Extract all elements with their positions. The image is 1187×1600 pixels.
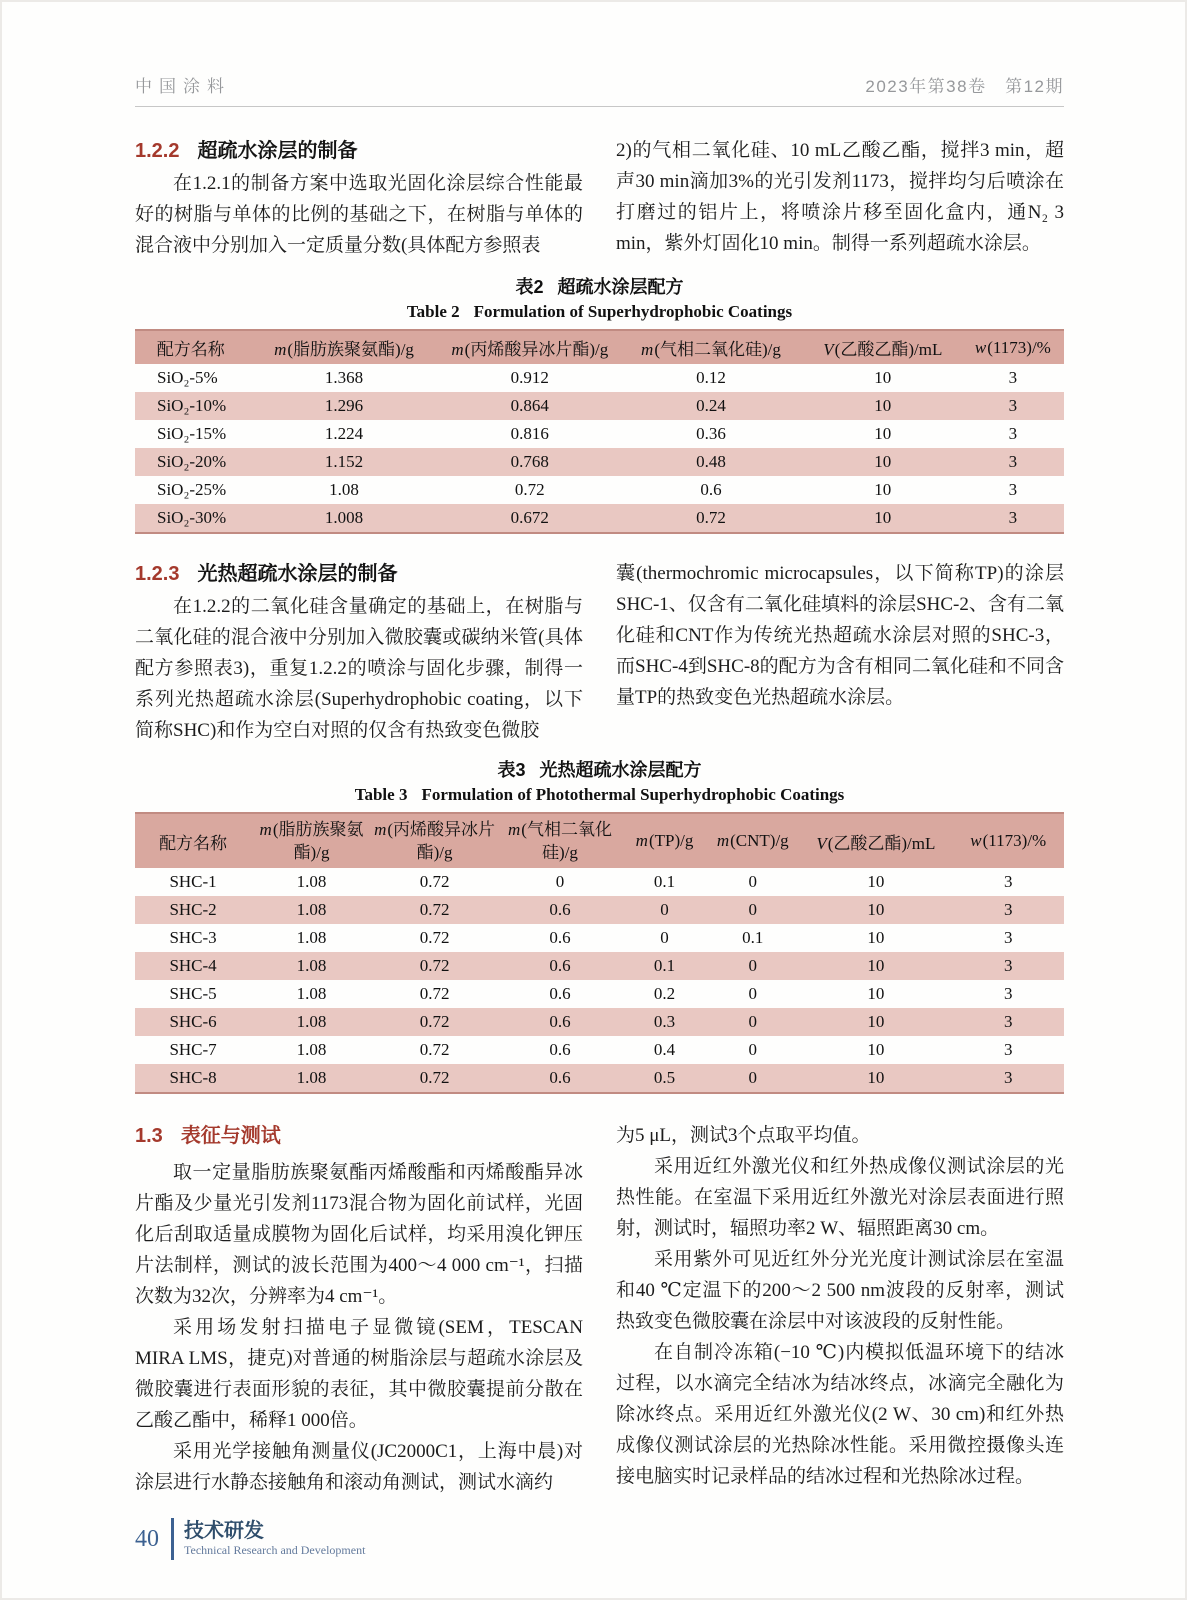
value-cell: 0.912 xyxy=(510,368,549,387)
table-row xyxy=(135,980,1064,1008)
value-cell: 10 xyxy=(874,480,892,499)
table-row xyxy=(135,868,1064,896)
paragraph-group xyxy=(616,135,1064,259)
body-paragraph: 在1.2.2的二氧化硅含量确定的基础上，在树脂与二氧化硅的混合液中分别加入微胶囊或碳纳米管(具体配方参照表3)，重复1.2.2的喷涂与固化步骤，制得一系列光热超疏水涂层(Superhydrophobic coating，以下简称SHC)和作为空白对照的仅含有热致变色微胶 xyxy=(135,596,583,741)
value-cell: 0.6 xyxy=(549,984,571,1003)
column-header: m(TP)/g xyxy=(623,813,707,868)
value-cell: 10 xyxy=(867,1040,885,1059)
paragraph-group xyxy=(616,1120,1064,1492)
value-cell: 3 xyxy=(1008,368,1018,387)
value-cell: 1.08 xyxy=(296,956,327,975)
column-header: m(脂肪族聚氨酯)/g xyxy=(251,813,372,868)
value-cell: 0.6 xyxy=(549,900,571,919)
section-heading xyxy=(135,558,583,591)
paragraph-group xyxy=(616,558,1064,713)
table-row xyxy=(135,504,1064,533)
table2-label-en: Table 2 xyxy=(406,302,460,321)
value-cell: 0.6 xyxy=(549,1040,571,1059)
table3 xyxy=(135,812,1064,1094)
value-cell: 0 xyxy=(748,1068,757,1087)
value-cell: 0.48 xyxy=(696,452,726,471)
table2-title-en xyxy=(135,300,1064,323)
value-cell: 10 xyxy=(867,984,885,1003)
value-cell: 10 xyxy=(874,508,892,527)
value-cell: 0.672 xyxy=(510,508,549,527)
value-cell: 1.152 xyxy=(324,452,364,471)
formulation-name: SiO₂-15% xyxy=(157,424,227,443)
value-cell: 0.72 xyxy=(419,900,450,919)
table2-title-cn xyxy=(135,275,1064,300)
value-cell: 0 xyxy=(660,928,669,947)
value-cell: 3 xyxy=(1008,508,1018,527)
column-header: w(1173)/% xyxy=(962,330,1064,364)
value-cell: 1.008 xyxy=(324,508,364,527)
value-cell: 1.08 xyxy=(296,984,327,1003)
paragraph-group xyxy=(135,591,583,746)
value-cell: 10 xyxy=(867,1012,885,1031)
table3-header-row xyxy=(135,813,1064,868)
value-cell: 1.296 xyxy=(324,396,364,415)
value-cell: 0.72 xyxy=(419,872,450,891)
page-content xyxy=(135,135,1064,1498)
formulation-name: SHC-4 xyxy=(169,956,217,975)
table3-title-en xyxy=(135,783,1064,806)
value-cell: 1.368 xyxy=(324,368,364,387)
formulation-name: SHC-3 xyxy=(169,928,217,947)
table-row xyxy=(135,392,1064,420)
footer-divider-bar xyxy=(171,1518,174,1560)
table3-title-cn xyxy=(135,758,1064,783)
table3-label-cn: 表3 xyxy=(497,760,526,780)
column-header: 配方名称 xyxy=(135,813,251,868)
footer-section-cn: 技术研发 xyxy=(184,1520,264,1542)
value-cell: 0.6 xyxy=(549,928,571,947)
value-cell: 0.72 xyxy=(514,480,545,499)
table2-header-row xyxy=(135,330,1064,364)
value-cell: 0.4 xyxy=(653,1040,676,1059)
footer-section xyxy=(184,1520,365,1558)
value-cell: 0 xyxy=(748,956,757,975)
table2 xyxy=(135,329,1064,534)
column-right xyxy=(616,1120,1064,1498)
section-1-2-3 xyxy=(135,558,1064,746)
value-cell: 0.6 xyxy=(549,956,571,975)
value-cell: 0 xyxy=(555,872,565,891)
value-cell: 0.6 xyxy=(549,1068,571,1087)
body-paragraph: 采用光学接触角测量仪(JC2000C1，上海中晨)对涂层进行水静态接触角和滚动角测试，测试水滴约 xyxy=(135,1441,583,1493)
value-cell: 0 xyxy=(660,900,669,919)
value-cell: 3 xyxy=(1008,480,1018,499)
column-left xyxy=(135,558,583,746)
value-cell: 1.08 xyxy=(296,1040,327,1059)
column-header: m(气相二氧化硅)/g xyxy=(497,813,622,868)
value-cell: 0.12 xyxy=(696,368,726,387)
column-header: m(丙烯酸异冰片酯)/g xyxy=(442,330,619,364)
table-row xyxy=(135,1064,1064,1093)
table3-block xyxy=(135,758,1064,1094)
table-row xyxy=(135,364,1064,392)
value-cell: 1.08 xyxy=(296,928,327,947)
section-heading xyxy=(135,1120,583,1153)
page-footer xyxy=(135,1518,1185,1560)
table2-caption-cn: 超疏水涂层配方 xyxy=(557,277,684,297)
value-cell: 0.3 xyxy=(653,1012,676,1031)
table-row xyxy=(135,952,1064,980)
value-cell: 0 xyxy=(748,1040,757,1059)
section-heading xyxy=(135,135,583,168)
value-cell: 3 xyxy=(1003,872,1013,891)
section-1-2-2 xyxy=(135,135,1064,261)
value-cell: 10 xyxy=(867,872,885,891)
journal-title: 中国涂料 xyxy=(135,77,231,96)
table2-label-cn: 表2 xyxy=(515,277,544,297)
value-cell: 0.1 xyxy=(742,928,764,947)
column-header: m(CNT)/g xyxy=(706,813,799,868)
section-title: 超疏水涂层的制备 xyxy=(197,140,358,162)
column-header: V(乙酸乙酯)/mL xyxy=(799,813,952,868)
table-row xyxy=(135,420,1064,448)
value-cell: 0.72 xyxy=(419,984,450,1003)
value-cell: 0.72 xyxy=(419,1040,450,1059)
section-title: 光热超疏水涂层的制备 xyxy=(197,563,398,585)
formulation-name: SHC-2 xyxy=(169,900,217,919)
column-right xyxy=(616,135,1064,261)
body-paragraph: 采用紫外可见近红外分光光度计测试涂层在室温和40 ℃定温下的200～2 500 nm波段的反射率，测试热致变色微胶囊在涂层中对该波段的反射性能。 xyxy=(616,1249,1064,1332)
value-cell: 10 xyxy=(874,452,892,471)
value-cell: 0.768 xyxy=(510,452,549,471)
section-number: 1.2.2 xyxy=(135,140,180,162)
formulation-name: SiO₂-5% xyxy=(157,368,218,387)
section-title: 表征与测试 xyxy=(180,1125,281,1147)
formulation-name: SHC-7 xyxy=(169,1040,217,1059)
value-cell: 1.08 xyxy=(296,872,327,891)
value-cell: 3 xyxy=(1008,452,1018,471)
column-left xyxy=(135,135,583,261)
value-cell: 3 xyxy=(1003,956,1013,975)
table-row xyxy=(135,924,1064,952)
value-cell: 0 xyxy=(748,872,757,891)
value-cell: 3 xyxy=(1008,396,1018,415)
value-cell: 0.6 xyxy=(700,480,722,499)
value-cell: 10 xyxy=(867,928,885,947)
formulation-name: SHC-5 xyxy=(169,984,217,1003)
value-cell: 10 xyxy=(867,900,885,919)
formulation-name: SiO₂-20% xyxy=(157,452,227,471)
column-left xyxy=(135,1120,583,1498)
value-cell: 1.08 xyxy=(296,1068,327,1087)
value-cell: 0.5 xyxy=(653,1068,676,1087)
body-paragraph: 采用场发射扫描电子显微镜(SEM，TESCAN MIRA LMS，捷克)对普通的树脂涂层与超疏水涂层及微胶囊进行表面形貌的表征，其中微胶囊提前分散在乙酸乙酯中，稀释1 000倍。 xyxy=(135,1317,583,1431)
body-paragraph: 取一定量脂肪族聚氨酯丙烯酸酯和丙烯酸酯异冰片酯及少量光引发剂1173混合物为固化前试样，光固化后刮取适量成膜物为固化后试样，均采用溴化钾压片法制样，测试的波长范围为400～4 000 cm⁻¹，扫描次数为32次，分辨率为4 cm⁻¹。 xyxy=(135,1162,583,1307)
value-cell: 0.72 xyxy=(419,1068,450,1087)
value-cell: 3 xyxy=(1003,1040,1013,1059)
value-cell: 3 xyxy=(1003,1068,1013,1087)
body-paragraph: 为5 μL，测试3个点取平均值。 xyxy=(616,1125,871,1146)
table-row xyxy=(135,476,1064,504)
value-cell: 0.36 xyxy=(696,424,726,443)
value-cell: 3 xyxy=(1003,1012,1013,1031)
section-number: 1.2.3 xyxy=(135,563,180,585)
value-cell: 10 xyxy=(867,1068,885,1087)
body-paragraph: 在1.2.1的制备方案中选取光固化涂层综合性能最好的树脂与单体的比例的基础之下，在树脂与单体的混合液中分别加入一定质量分数(具体配方参照表 xyxy=(135,173,583,256)
value-cell: 0.24 xyxy=(696,396,726,415)
body-paragraph: 2)的气相二氧化硅、10 mL乙酸乙酯，搅拌3 min，超声30 min滴加3%的光引发剂1173，搅拌均匀后喷涂在打磨过的铝片上，将喷涂片移至固化盒内，通N₂ 3 min，紫外灯固化10 min。制得一系列超疏水涂层。 xyxy=(616,140,1064,254)
formulation-name: SHC-8 xyxy=(169,1068,217,1087)
body-paragraph: 囊(thermochromic microcapsules，以下简称TP)的涂层SHC-1、仅含有二氧化硅填料的涂层SHC-2、含有二氧化硅和CNT作为传统光热超疏水涂层对照的SHC-3，而SHC-4到SHC-8的配方为含有相同二氧化硅和不同含量TP的热致变色光热超疏水涂层。 xyxy=(616,563,1064,708)
value-cell: 0 xyxy=(748,984,757,1003)
value-cell: 1.224 xyxy=(324,424,364,443)
body-paragraph: 采用近红外激光仪和红外热成像仪测试涂层的光热性能。在室温下采用近红外激光对涂层表面进行照射，测试时，辐照功率2 W、辐照距离30 cm。 xyxy=(616,1156,1064,1239)
value-cell: 1.08 xyxy=(329,480,359,499)
value-cell: 10 xyxy=(874,396,892,415)
value-cell: 0 xyxy=(748,900,757,919)
column-header: 配方名称 xyxy=(135,330,246,364)
footer-section-en: Technical Research and Development xyxy=(184,1543,366,1557)
column-header: m(气相二氧化硅)/g xyxy=(618,330,804,364)
value-cell: 3 xyxy=(1003,928,1013,947)
paragraph-group xyxy=(135,1157,583,1498)
column-header: m(脂肪族聚氨酯)/g xyxy=(246,330,441,364)
value-cell: 0.816 xyxy=(510,424,549,443)
value-cell: 0.72 xyxy=(419,928,450,947)
formulation-name: SiO₂-10% xyxy=(157,396,227,415)
formulation-name: SiO₂-25% xyxy=(157,480,227,499)
issue-info: 2023年第38卷 第12期 xyxy=(865,77,1064,96)
value-cell: 3 xyxy=(1003,900,1013,919)
value-cell: 0 xyxy=(748,1012,757,1031)
table3-caption-en: Formulation of Photothermal Superhydrophobic Coatings xyxy=(421,785,845,804)
page-header xyxy=(135,72,1064,107)
formulation-name: SHC-1 xyxy=(169,872,217,891)
value-cell: 0.1 xyxy=(653,956,676,975)
paragraph-group xyxy=(135,168,583,261)
value-cell: 10 xyxy=(867,956,885,975)
formulation-name: SHC-6 xyxy=(169,1012,217,1031)
value-cell: 1.08 xyxy=(296,1012,327,1031)
value-cell: 0.864 xyxy=(510,396,549,415)
table-row xyxy=(135,1036,1064,1064)
value-cell: 0.72 xyxy=(419,956,450,975)
column-header: m(丙烯酸异冰片酯)/g xyxy=(372,813,497,868)
table2-caption-en: Formulation of Superhydrophobic Coatings xyxy=(473,302,793,321)
table-row xyxy=(135,896,1064,924)
value-cell: 1.08 xyxy=(296,900,327,919)
table3-caption-cn: 光热超疏水涂层配方 xyxy=(539,760,702,780)
page-number: 40 xyxy=(135,1525,159,1552)
value-cell: 0.1 xyxy=(653,872,676,891)
section-number: 1.3 xyxy=(135,1125,163,1147)
value-cell: 3 xyxy=(1008,424,1018,443)
value-cell: 0.72 xyxy=(419,1012,450,1031)
section-1-3 xyxy=(135,1120,1064,1498)
column-header: V(乙酸乙酯)/mL xyxy=(804,330,962,364)
value-cell: 0.2 xyxy=(653,984,676,1003)
column-right xyxy=(616,558,1064,746)
body-paragraph: 在自制冷冻箱(−10 ℃)内模拟低温环境下的结冰过程，以水滴完全结冰为结冰终点，冰滴完全融化为除冰终点。采用近红外激光仪(2 W、30 cm)和红外热成像仪测试涂层的光热除冰性能。采用微控摄像头连接电脑实时记录样品的结冰过程和光热除冰过程。 xyxy=(616,1342,1064,1487)
table2-block xyxy=(135,275,1064,534)
value-cell: 10 xyxy=(874,368,892,387)
table-row xyxy=(135,1008,1064,1036)
column-header: w(1173)/% xyxy=(952,813,1064,868)
value-cell: 0.6 xyxy=(549,1012,571,1031)
formulation-name: SiO₂-30% xyxy=(157,508,227,527)
value-cell: 3 xyxy=(1003,984,1013,1003)
table3-label-en: Table 3 xyxy=(354,785,408,804)
value-cell: 10 xyxy=(874,424,892,443)
value-cell: 0.72 xyxy=(696,508,726,527)
table-row xyxy=(135,448,1064,476)
